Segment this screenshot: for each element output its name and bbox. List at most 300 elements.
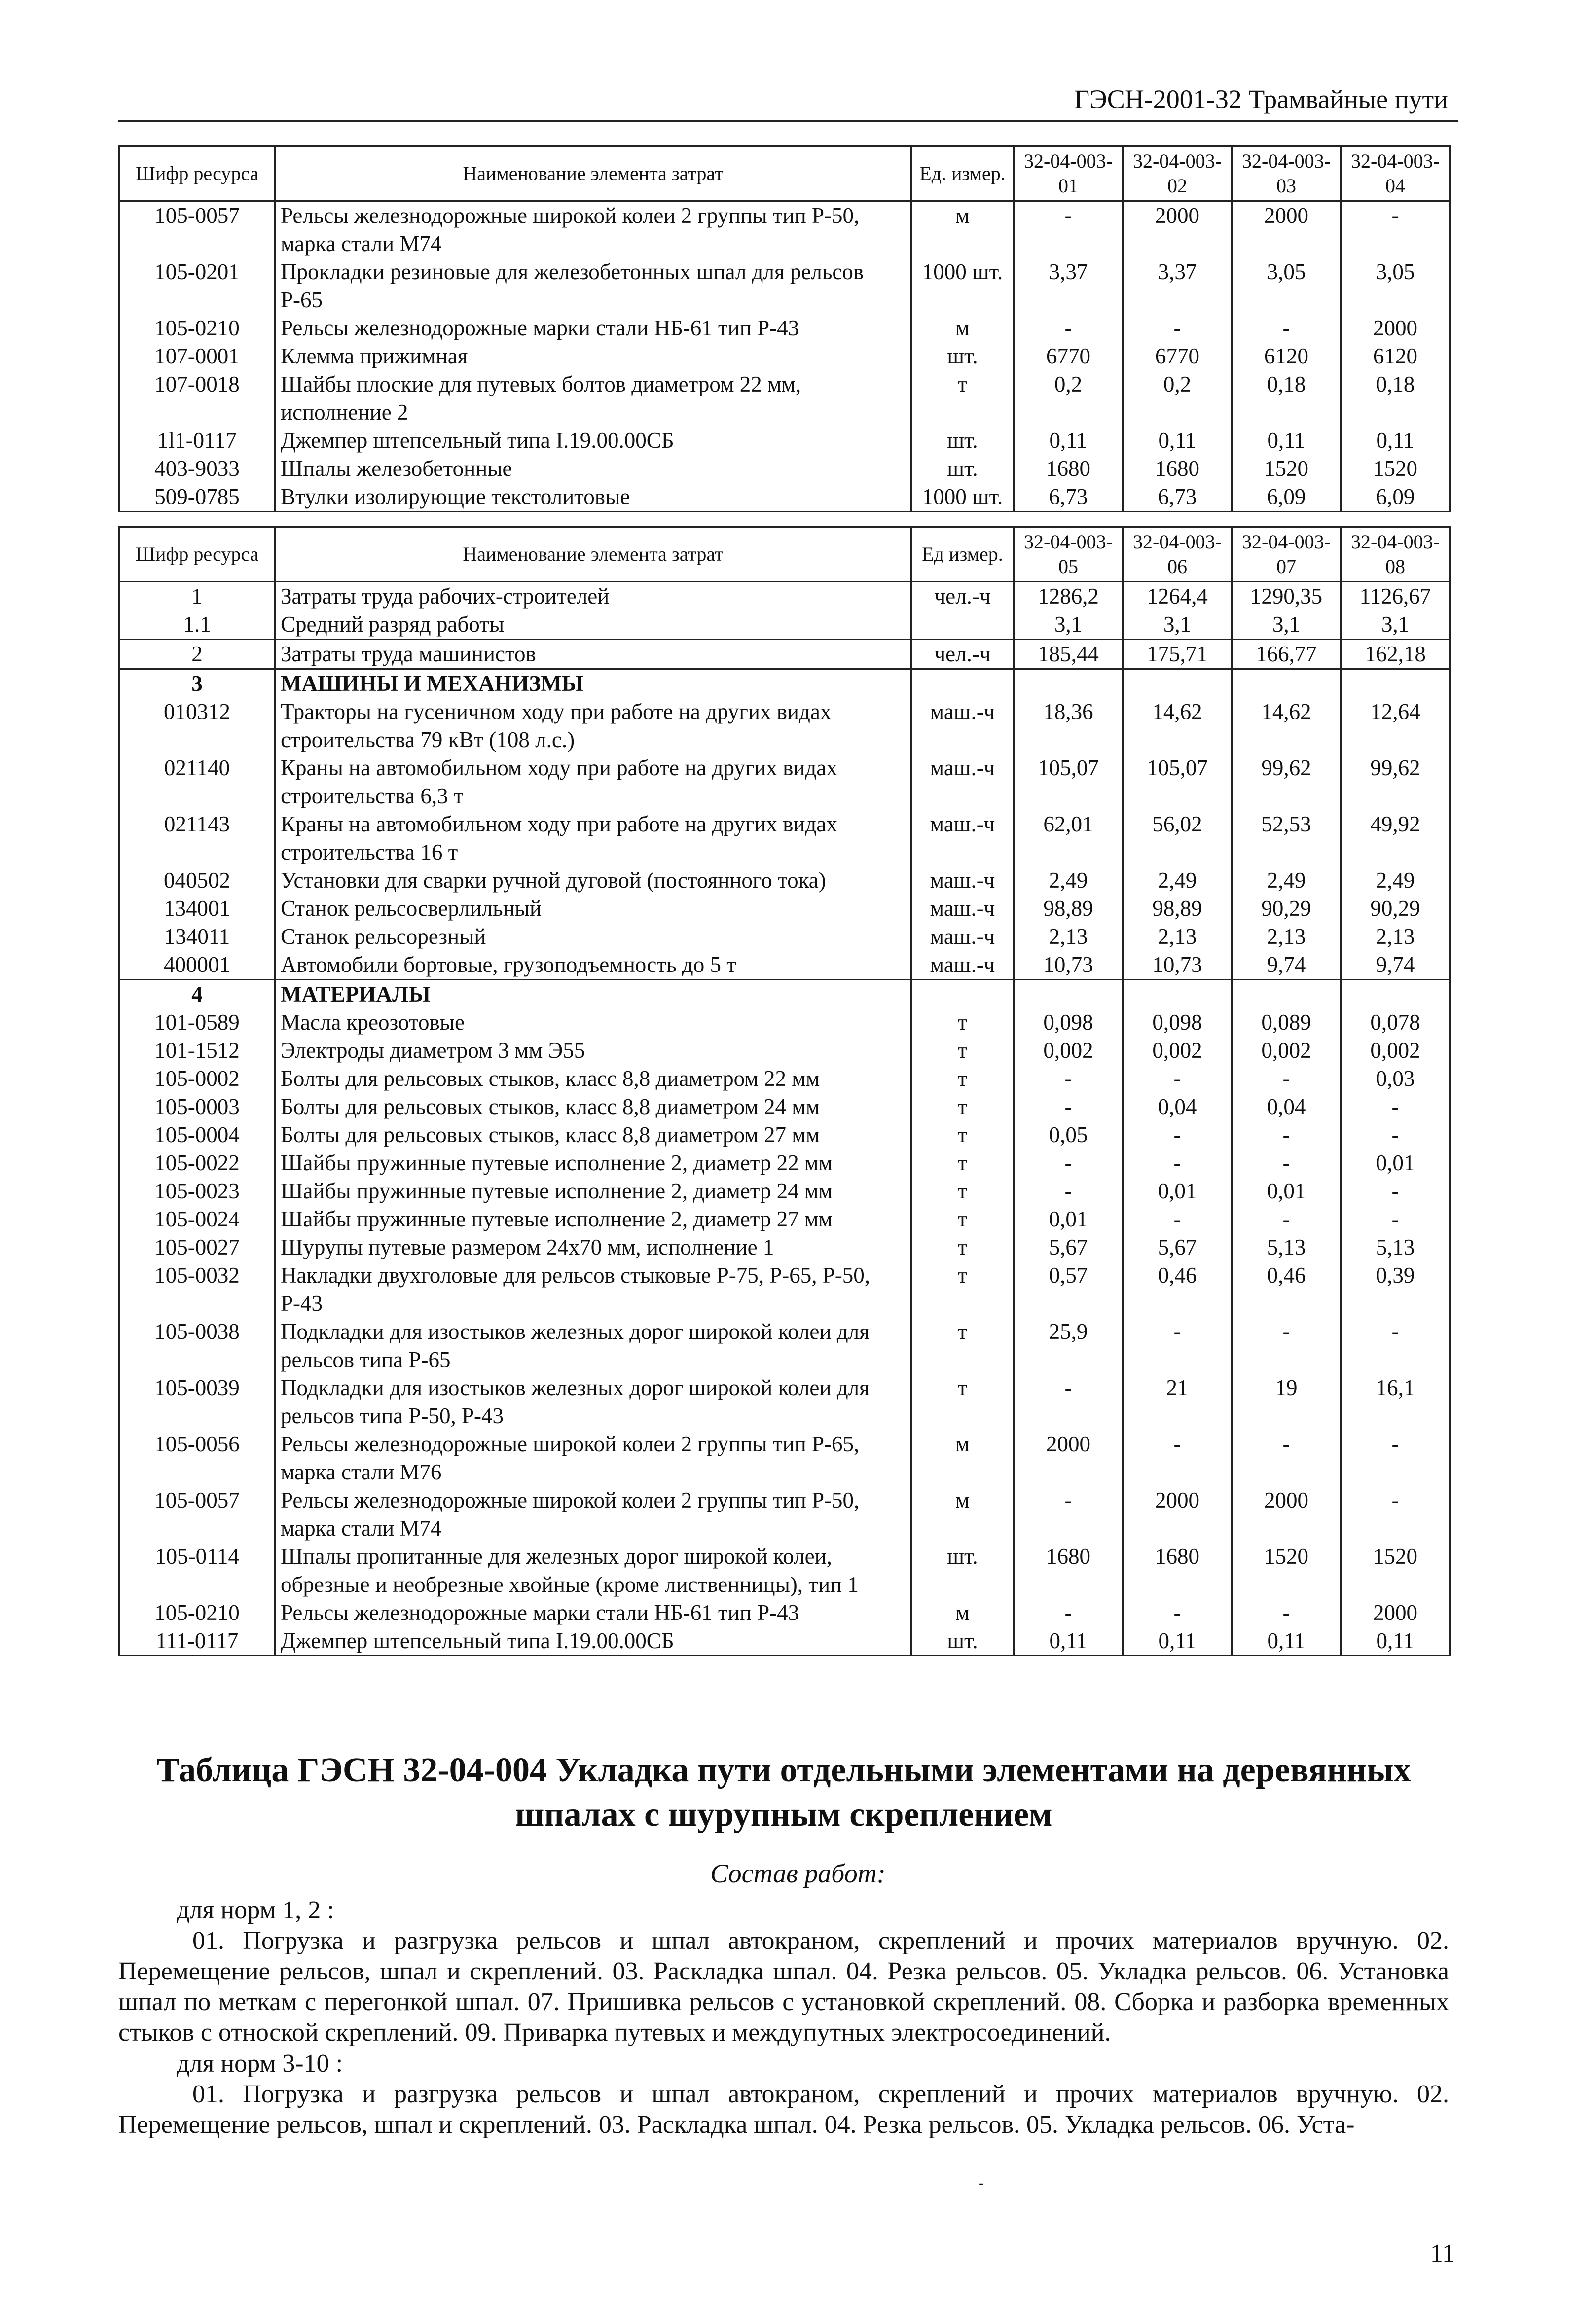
- norm-value-cell: 19: [1232, 1374, 1341, 1430]
- resource-code-cell: 010312: [119, 698, 275, 754]
- table-row: [119, 1430, 1450, 1486]
- norm-value-cell: 0,11: [1014, 1627, 1123, 1656]
- table-header-row: [119, 527, 1450, 582]
- unit-cell: [911, 980, 1014, 1009]
- unit-cell: [911, 669, 1014, 698]
- norm-value-cell: 9,74: [1232, 951, 1341, 980]
- norm-value-cell: 56,02: [1123, 810, 1232, 866]
- norm-value-cell: [1341, 669, 1450, 698]
- header-cell: 32-04-003-07: [1232, 527, 1341, 582]
- norm-value-cell: [1232, 980, 1341, 1009]
- header-cell: 32-04-003-08: [1341, 527, 1450, 582]
- cost-element-name-cell: Клемма прижимная: [275, 342, 911, 370]
- norm-value-cell: 2000: [1341, 1599, 1450, 1627]
- table-row: [119, 611, 1450, 640]
- norm-value-cell: 2,49: [1232, 866, 1341, 895]
- unit-cell: т: [911, 1318, 1014, 1374]
- unit-cell: т: [911, 1205, 1014, 1233]
- unit-cell: т: [911, 1093, 1014, 1121]
- resource-table-1: [118, 145, 1451, 512]
- unit-cell: м: [911, 314, 1014, 342]
- table-row: [119, 1486, 1450, 1543]
- norm-value-cell: 6770: [1123, 342, 1232, 370]
- resource-code-cell: 105-0039: [119, 1374, 275, 1430]
- norm-value-cell: 98,89: [1014, 895, 1123, 923]
- cost-element-name-cell: Подкладки для изостыков железных дорог широкой колеи для рельсов типа Р-50, Р-43: [275, 1374, 911, 1430]
- norm-value-cell: 0,098: [1014, 1008, 1123, 1037]
- norm-value-cell: 0,002: [1123, 1037, 1232, 1065]
- norm-value-cell: 2000: [1123, 1486, 1232, 1543]
- norm-value-cell: 2,49: [1341, 866, 1450, 895]
- resource-code-cell: 4: [119, 980, 275, 1009]
- table-row: [119, 810, 1450, 866]
- table-row: [119, 258, 1450, 314]
- resource-code-cell: 105-0027: [119, 1233, 275, 1261]
- norm-label-1-2: для норм 1, 2 :: [177, 1896, 334, 1924]
- norm-value-cell: 6,09: [1341, 483, 1450, 512]
- norm-value-cell: -: [1014, 201, 1123, 258]
- table-row: [119, 1233, 1450, 1261]
- cost-element-name-cell: Шайбы плоские для путевых болтов диаметром 22 мм, исполнение 2: [275, 370, 911, 427]
- table-row: [119, 427, 1450, 455]
- norm-value-cell: 162,18: [1341, 640, 1450, 669]
- table-row: [119, 201, 1450, 258]
- norm-value-cell: 0,098: [1123, 1008, 1232, 1037]
- unit-cell: маш.-ч: [911, 754, 1014, 810]
- unit-cell: маш.-ч: [911, 866, 1014, 895]
- header-rule: [118, 120, 1458, 122]
- unit-cell: шт.: [911, 1543, 1014, 1599]
- norm-value-cell: 49,92: [1341, 810, 1450, 866]
- header-cell: 32-04-003-03: [1232, 146, 1341, 201]
- cost-element-name-cell: Шпалы железобетонные: [275, 455, 911, 483]
- table-row: [119, 1599, 1450, 1627]
- norm-value-cell: [1123, 980, 1232, 1009]
- unit-cell: т: [911, 1374, 1014, 1430]
- unit-cell: шт.: [911, 1627, 1014, 1656]
- unit-cell: [911, 611, 1014, 640]
- cost-element-name-cell: Масла креозотовые: [275, 1008, 911, 1037]
- unit-cell: т: [911, 1233, 1014, 1261]
- unit-cell: м: [911, 1430, 1014, 1486]
- cost-element-name-cell: Прокладки резиновые для железобетонных шпал для рельсов Р-65: [275, 258, 911, 314]
- norm-value-cell: -: [1232, 1205, 1341, 1233]
- norm-value-cell: -: [1341, 1177, 1450, 1205]
- norm-value-cell: -: [1014, 314, 1123, 342]
- table-row: [119, 1177, 1450, 1205]
- cost-element-name-cell: Рельсы железнодорожные марки стали НБ-61 тип Р-43: [275, 314, 911, 342]
- norm-value-cell: 1126,67: [1341, 582, 1450, 611]
- resource-code-cell: 509-0785: [119, 483, 275, 512]
- norm-value-cell: 18,36: [1014, 698, 1123, 754]
- resource-code-cell: 107-0001: [119, 342, 275, 370]
- norm-value-cell: 2000: [1123, 201, 1232, 258]
- norm-value-cell: 1680: [1014, 455, 1123, 483]
- cost-element-name-cell: Тракторы на гусеничном ходу при работе на других видах строительства 79 кВт (108 л.с.): [275, 698, 911, 754]
- table-row: [119, 1205, 1450, 1233]
- cost-element-name-cell: Станок рельсосверлильный: [275, 895, 911, 923]
- table-row: [119, 314, 1450, 342]
- norm-value-cell: 14,62: [1123, 698, 1232, 754]
- norm-value-cell: 0,04: [1232, 1093, 1341, 1121]
- resource-code-cell: 021140: [119, 754, 275, 810]
- unit-cell: шт.: [911, 342, 1014, 370]
- unit-cell: 1000 шт.: [911, 483, 1014, 512]
- cost-element-name-cell: Краны на автомобильном ходу при работе на других видах строительства 16 т: [275, 810, 911, 866]
- table-row: [119, 1008, 1450, 1037]
- norm-value-cell: 12,64: [1341, 698, 1450, 754]
- norm-value-cell: 2,13: [1341, 923, 1450, 951]
- table-row: [119, 1149, 1450, 1177]
- cost-element-name-cell: Шайбы пружинные путевые исполнение 2, диаметр 27 мм: [275, 1205, 911, 1233]
- norm-value-cell: 2000: [1232, 1486, 1341, 1543]
- resource-code-cell: 1: [119, 582, 275, 611]
- table-row: [119, 1374, 1450, 1430]
- norm-value-cell: 3,1: [1014, 611, 1123, 640]
- cost-element-name-cell: Шпалы пропитанные для железных дорог широкой колеи, обрезные и необрезные хвойные (кроме лиственницы), тип 1: [275, 1543, 911, 1599]
- unit-cell: т: [911, 1177, 1014, 1205]
- unit-cell: маш.-ч: [911, 810, 1014, 866]
- table-row: [119, 1261, 1450, 1318]
- header-cell: 32-04-003-01: [1014, 146, 1123, 201]
- norm-value-cell: 1264,4: [1123, 582, 1232, 611]
- cost-element-name-cell: Подкладки для изостыков железных дорог широкой колеи для рельсов типа Р-65: [275, 1318, 911, 1374]
- norm-value-cell: 2,49: [1123, 866, 1232, 895]
- table-row: [119, 640, 1450, 669]
- cost-element-name-cell: Затраты труда рабочих-строителей: [275, 582, 911, 611]
- norm-value-cell: 185,44: [1014, 640, 1123, 669]
- norm-value-cell: 0,089: [1232, 1008, 1341, 1037]
- resource-code-cell: 105-0057: [119, 201, 275, 258]
- norm-value-cell: -: [1014, 1599, 1123, 1627]
- norm-value-cell: 0,11: [1123, 1627, 1232, 1656]
- resource-code-cell: 111-0117: [119, 1627, 275, 1656]
- cost-element-name-cell: Рельсы железнодорожные марки стали НБ-61 тип Р-43: [275, 1599, 911, 1627]
- header-cell: 32-04-003-04: [1341, 146, 1450, 201]
- table-row: [119, 698, 1450, 754]
- norm-value-cell: 5,13: [1232, 1233, 1341, 1261]
- table-row: [119, 1037, 1450, 1065]
- header-cell: Наименование элемента затрат: [275, 146, 911, 201]
- cost-element-name-cell: Шайбы пружинные путевые исполнение 2, диаметр 22 мм: [275, 1149, 911, 1177]
- norm-value-cell: -: [1123, 1430, 1232, 1486]
- resource-code-cell: 105-0056: [119, 1430, 275, 1486]
- norm-value-cell: 3,05: [1341, 258, 1450, 314]
- norm-value-cell: 0,05: [1014, 1121, 1123, 1149]
- cost-element-name-cell: Шурупы путевые размером 24х70 мм, исполнение 1: [275, 1233, 911, 1261]
- resource-code-cell: 134001: [119, 895, 275, 923]
- unit-cell: т: [911, 1261, 1014, 1318]
- norm-value-cell: 3,1: [1341, 611, 1450, 640]
- norm-value-cell: 0,04: [1123, 1093, 1232, 1121]
- unit-cell: т: [911, 370, 1014, 427]
- cost-element-name-cell: Рельсы железнодорожные широкой колеи 2 группы тип Р-65, марка стали М76: [275, 1430, 911, 1486]
- resource-code-cell: 105-0023: [119, 1177, 275, 1205]
- works-paragraph-1-2: 01. Погрузка и разгрузка рельсов и шпал автокраном, скреплений и прочих материалов вручную. 02. Перемещение рельсов, шпал и скреплений. 03. Раскладка шпал. 04. Резка рельсов. 05. Укладка рельсов. 06. Установка шпал по меткам с перегонкой шпал. 07. Пришивка рельсов с установкой скреплений. 08. Сборка и разборка временных стыков с отноской скреплений. 09. Приварка путевых и междупутных электросоединений.: [118, 1927, 1449, 2047]
- norm-value-cell: -: [1341, 1430, 1450, 1486]
- norm-value-cell: 3,1: [1123, 611, 1232, 640]
- norm-value-cell: 0,002: [1014, 1037, 1123, 1065]
- unit-cell: шт.: [911, 455, 1014, 483]
- resource-code-cell: 105-0004: [119, 1121, 275, 1149]
- norm-value-cell: 2000: [1232, 201, 1341, 258]
- norm-value-cell: [1014, 669, 1123, 698]
- norm-value-cell: 1520: [1341, 455, 1450, 483]
- norm-value-cell: -: [1014, 1149, 1123, 1177]
- norm-value-cell: 2,13: [1123, 923, 1232, 951]
- norm-value-cell: 3,37: [1014, 258, 1123, 314]
- norm-value-cell: 6,09: [1232, 483, 1341, 512]
- resource-code-cell: 105-0210: [119, 314, 275, 342]
- norm-value-cell: 6120: [1232, 342, 1341, 370]
- header-cell: Ед измер.: [911, 527, 1014, 582]
- table-row: [119, 1318, 1450, 1374]
- norm-value-cell: 90,29: [1232, 895, 1341, 923]
- table-row: [119, 923, 1450, 951]
- norm-value-cell: 5,67: [1123, 1233, 1232, 1261]
- norm-value-cell: 2,49: [1014, 866, 1123, 895]
- norm-value-cell: 105,07: [1014, 754, 1123, 810]
- table-row: [119, 455, 1450, 483]
- cost-element-name-cell: Болты для рельсовых стыков, класс 8,8 диаметром 22 мм: [275, 1065, 911, 1093]
- cost-element-name-cell: Затраты труда машинистов: [275, 640, 911, 669]
- norm-value-cell: -: [1123, 1065, 1232, 1093]
- table-row: [119, 669, 1450, 698]
- resource-code-cell: 101-1512: [119, 1037, 275, 1065]
- resource-code-cell: 021143: [119, 810, 275, 866]
- cost-element-name-cell: Накладки двухголовые для рельсов стыковые Р-75, Р-65, Р-50, Р-43: [275, 1261, 911, 1318]
- norm-value-cell: -: [1123, 1599, 1232, 1627]
- norm-value-cell: 90,29: [1341, 895, 1450, 923]
- norm-value-cell: 1286,2: [1014, 582, 1123, 611]
- norm-value-cell: -: [1014, 1374, 1123, 1430]
- norm-value-cell: 3,1: [1232, 611, 1341, 640]
- norm-value-cell: -: [1123, 1149, 1232, 1177]
- norm-value-cell: [1232, 669, 1341, 698]
- resource-code-cell: 403-9033: [119, 455, 275, 483]
- cost-element-name-cell: Рельсы железнодорожные широкой колеи 2 группы тип Р-50, марка стали М74: [275, 201, 911, 258]
- resource-code-cell: 040502: [119, 866, 275, 895]
- table-row: [119, 951, 1450, 980]
- unit-cell: маш.-ч: [911, 895, 1014, 923]
- norm-value-cell: 0,11: [1232, 1627, 1341, 1656]
- norm-value-cell: [1341, 980, 1450, 1009]
- cost-element-name-cell: Болты для рельсовых стыков, класс 8,8 диаметром 27 мм: [275, 1121, 911, 1149]
- norm-value-cell: 0,01: [1232, 1177, 1341, 1205]
- unit-cell: т: [911, 1065, 1014, 1093]
- resource-code-cell: 105-0201: [119, 258, 275, 314]
- norm-value-cell: 21: [1123, 1374, 1232, 1430]
- norm-value-cell: 9,74: [1341, 951, 1450, 980]
- running-head: ГЭСН-2001-32 Трамвайные пути: [1074, 84, 1448, 114]
- norm-value-cell: 1680: [1014, 1543, 1123, 1599]
- norm-value-cell: [1014, 980, 1123, 1009]
- norm-value-cell: -: [1232, 1065, 1341, 1093]
- norm-value-cell: 0,57: [1014, 1261, 1123, 1318]
- norm-value-cell: 0,01: [1123, 1177, 1232, 1205]
- unit-cell: чел.-ч: [911, 582, 1014, 611]
- header-cell: 32-04-003-02: [1123, 146, 1232, 201]
- table-row: [119, 370, 1450, 427]
- norm-value-cell: 166,77: [1232, 640, 1341, 669]
- norm-value-cell: 6770: [1014, 342, 1123, 370]
- norm-value-cell: 0,11: [1341, 1627, 1450, 1656]
- table-row: [119, 754, 1450, 810]
- norm-value-cell: 1520: [1341, 1543, 1450, 1599]
- unit-cell: шт.: [911, 427, 1014, 455]
- cost-element-name-cell: Втулки изолирующие текстолитовые: [275, 483, 911, 512]
- norm-value-cell: 0,01: [1014, 1205, 1123, 1233]
- cost-element-name-cell: Рельсы железнодорожные широкой колеи 2 группы тип Р-50, марка стали М74: [275, 1486, 911, 1543]
- unit-cell: маш.-ч: [911, 923, 1014, 951]
- norm-value-cell: 0,18: [1232, 370, 1341, 427]
- norm-value-cell: 0,18: [1341, 370, 1450, 427]
- norm-value-cell: 105,07: [1123, 754, 1232, 810]
- norm-value-cell: -: [1123, 1121, 1232, 1149]
- norm-value-cell: 25,9: [1014, 1318, 1123, 1374]
- resource-code-cell: 105-0032: [119, 1261, 275, 1318]
- norm-value-cell: 14,62: [1232, 698, 1341, 754]
- norm-value-cell: -: [1232, 1430, 1341, 1486]
- norm-value-cell: 99,62: [1232, 754, 1341, 810]
- resource-code-cell: 105-0002: [119, 1065, 275, 1093]
- norm-value-cell: 62,01: [1014, 810, 1123, 866]
- norm-value-cell: -: [1341, 1486, 1450, 1543]
- table-row: [119, 895, 1450, 923]
- cost-element-name-cell: Краны на автомобильном ходу при работе на других видах строительства 6,3 т: [275, 754, 911, 810]
- works-title: Состав работ:: [710, 1859, 886, 1888]
- norm-value-cell: 1520: [1232, 1543, 1341, 1599]
- stray-dash-mark: -: [979, 2175, 984, 2191]
- cost-element-name-cell: Шайбы пружинные путевые исполнение 2, диаметр 24 мм: [275, 1177, 911, 1205]
- norm-value-cell: 0,078: [1341, 1008, 1450, 1037]
- norm-value-cell: -: [1232, 314, 1341, 342]
- norm-value-cell: 1520: [1232, 455, 1341, 483]
- resource-code-cell: 105-0210: [119, 1599, 275, 1627]
- norm-value-cell: -: [1014, 1486, 1123, 1543]
- cost-element-name-cell: Установки для сварки ручной дуговой (постоянного тока): [275, 866, 911, 895]
- unit-cell: т: [911, 1037, 1014, 1065]
- resource-code-cell: 105-0114: [119, 1543, 275, 1599]
- table-row: [119, 582, 1450, 611]
- norm-value-cell: 5,67: [1014, 1233, 1123, 1261]
- norm-value-cell: 99,62: [1341, 754, 1450, 810]
- resource-code-cell: 3: [119, 669, 275, 698]
- header-cell: Ед. измер.: [911, 146, 1014, 201]
- norm-value-cell: 98,89: [1123, 895, 1232, 923]
- norm-value-cell: 5,13: [1341, 1233, 1450, 1261]
- resource-code-cell: 400001: [119, 951, 275, 980]
- table-header-row: [119, 146, 1450, 201]
- unit-cell: м: [911, 1486, 1014, 1543]
- table-row: [119, 980, 1450, 1009]
- norm-value-cell: -: [1123, 1318, 1232, 1374]
- norm-value-cell: 0,002: [1232, 1037, 1341, 1065]
- cost-element-name-cell: Джемпер штепсельный типа I.19.00.00СБ: [275, 427, 911, 455]
- unit-cell: маш.-ч: [911, 698, 1014, 754]
- table-row: [119, 1065, 1450, 1093]
- norm-value-cell: 2000: [1341, 314, 1450, 342]
- resource-code-cell: 105-0022: [119, 1149, 275, 1177]
- table-row: [119, 483, 1450, 512]
- table-caption: Таблица ГЭСН 32-04-004 Укладка пути отдельными элементами на деревянных шпалах с шурупным скреплением: [156, 1751, 1411, 1834]
- norm-value-cell: 3,37: [1123, 258, 1232, 314]
- cost-element-name-cell: Болты для рельсовых стыков, класс 8,8 диаметром 24 мм: [275, 1093, 911, 1121]
- norm-value-cell: 16,1: [1341, 1374, 1450, 1430]
- resource-code-cell: 1.1: [119, 611, 275, 640]
- resource-code-cell: 1ӏ1-0117: [119, 427, 275, 455]
- table-row: [119, 1543, 1450, 1599]
- unit-cell: 1000 шт.: [911, 258, 1014, 314]
- norm-value-cell: 0,2: [1014, 370, 1123, 427]
- norm-value-cell: -: [1341, 201, 1450, 258]
- norm-value-cell: 0,11: [1341, 427, 1450, 455]
- norm-value-cell: 10,73: [1014, 951, 1123, 980]
- norm-value-cell: 0,03: [1341, 1065, 1450, 1093]
- resource-code-cell: 105-0003: [119, 1093, 275, 1121]
- norm-value-cell: 0,46: [1123, 1261, 1232, 1318]
- cost-element-name-cell: Средний разряд работы: [275, 611, 911, 640]
- norm-value-cell: 1680: [1123, 455, 1232, 483]
- norm-value-cell: 175,71: [1123, 640, 1232, 669]
- header-cell: 32-04-003-06: [1123, 527, 1232, 582]
- norm-value-cell: 10,73: [1123, 951, 1232, 980]
- resource-code-cell: 105-0057: [119, 1486, 275, 1543]
- norm-value-cell: -: [1232, 1149, 1341, 1177]
- cost-element-name-cell: Станок рельсорезный: [275, 923, 911, 951]
- norm-value-cell: -: [1341, 1318, 1450, 1374]
- table-row: [119, 1121, 1450, 1149]
- norm-value-cell: -: [1123, 1205, 1232, 1233]
- norm-value-cell: -: [1341, 1205, 1450, 1233]
- norm-value-cell: -: [1232, 1318, 1341, 1374]
- table-row: [119, 1093, 1450, 1121]
- norm-value-cell: -: [1232, 1121, 1341, 1149]
- unit-cell: т: [911, 1121, 1014, 1149]
- norm-value-cell: 3,05: [1232, 258, 1341, 314]
- unit-cell: маш.-ч: [911, 951, 1014, 980]
- resource-code-cell: 101-0589: [119, 1008, 275, 1037]
- norm-value-cell: [1123, 669, 1232, 698]
- norm-value-cell: 0,11: [1123, 427, 1232, 455]
- norm-value-cell: 6120: [1341, 342, 1450, 370]
- norm-value-cell: 0,39: [1341, 1261, 1450, 1318]
- norm-label-3-10: для норм 3-10 :: [177, 2050, 343, 2078]
- resource-code-cell: 2: [119, 640, 275, 669]
- norm-value-cell: 2000: [1014, 1430, 1123, 1486]
- norm-value-cell: 0,11: [1014, 427, 1123, 455]
- header-cell: Наименование элемента затрат: [275, 527, 911, 582]
- norm-value-cell: 6,73: [1123, 483, 1232, 512]
- unit-cell: чел.-ч: [911, 640, 1014, 669]
- header-cell: Шифр ресурса: [119, 146, 275, 201]
- norm-value-cell: -: [1014, 1093, 1123, 1121]
- norm-value-cell: -: [1232, 1599, 1341, 1627]
- cost-element-name-cell: Автомобили бортовые, грузоподъемность до 5 т: [275, 951, 911, 980]
- resource-code-cell: 107-0018: [119, 370, 275, 427]
- norm-value-cell: 52,53: [1232, 810, 1341, 866]
- table-row: [119, 866, 1450, 895]
- norm-value-cell: 0,11: [1232, 427, 1341, 455]
- table-row: [119, 1627, 1450, 1656]
- norm-value-cell: 0,46: [1232, 1261, 1341, 1318]
- cost-element-name-cell: МАТЕРИАЛЫ: [275, 980, 911, 1009]
- unit-cell: т: [911, 1149, 1014, 1177]
- norm-value-cell: 6,73: [1014, 483, 1123, 512]
- norm-value-cell: 1680: [1123, 1543, 1232, 1599]
- norm-value-cell: 2,13: [1014, 923, 1123, 951]
- works-paragraph-3-10: 01. Погрузка и разгрузка рельсов и шпал автокраном, скреплений и прочих материалов вручную. 02. Перемещение рельсов, шпал и скреплений. 03. Раскладка шпал. 04. Резка рельсов. 05. Укладка рельсов. 06. Уста-: [118, 2080, 1449, 2139]
